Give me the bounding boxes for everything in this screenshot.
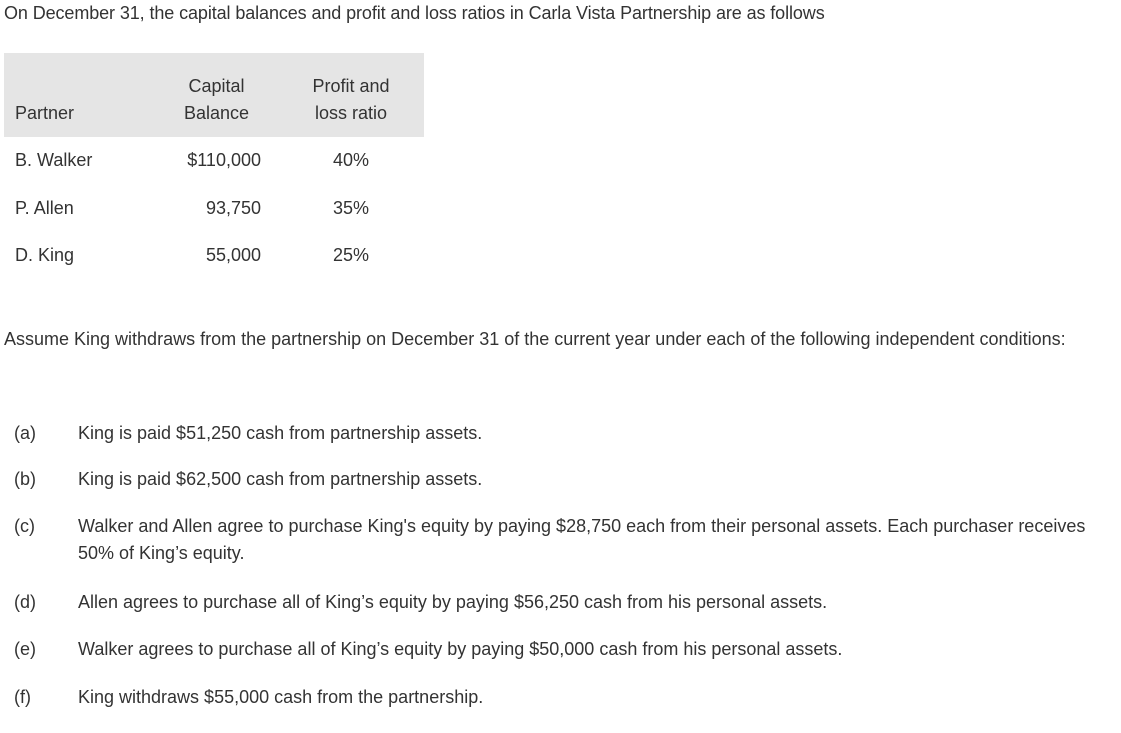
list-item [14,466,1114,493]
profit-loss-ratio: 25% [332,245,370,266]
condition-text: King is paid $62,500 cash from partnership assets. [78,469,483,489]
ratio-header-line1: Profit and [312,76,390,96]
condition-letter: (e) [14,639,36,659]
table-header-row [4,53,424,137]
condition-text: Walker and Allen agree to purchase King's equity by paying $28,750 each from their personal assets. Each purchaser receives 50% of King’s equity. [78,516,1086,563]
list-item [14,589,1114,616]
table-row [4,137,424,185]
partner-header-label: Partner [15,103,75,123]
list-item [14,636,1114,663]
condition-letter: (a) [14,423,36,443]
condition-text: King is paid $51,250 cash from partnership assets. [78,423,483,443]
partner-name: B. Walker [15,150,93,171]
partner-column-header [4,53,155,137]
condition-letter: (b) [14,469,36,489]
capital-header-line1: Capital [188,76,245,96]
list-item [14,684,1114,711]
ratio-column-header [278,53,424,137]
intro-text: On December 31, the capital balances and profit and loss ratios in Carla Vista Partnership are as follows [4,3,825,23]
condition-letter: (d) [14,592,36,612]
condition-text: Allen agrees to purchase all of King’s equity by paying $56,250 cash from his personal assets. [78,592,828,612]
condition-letter: (c) [14,516,35,536]
assumption-text: Assume King withdraws from the partnership on December 31 of the current year under each of the following independent conditions: [4,329,1066,349]
capital-balance: $110,000 [187,150,261,171]
conditions-list [14,420,1114,711]
condition-text: Walker agrees to purchase all of King’s equity by paying $50,000 cash from his personal assets. [78,639,843,659]
table-row [4,185,424,233]
capital-balances-table [4,53,424,280]
capital-header-line2: Balance [183,103,250,123]
condition-letter: (f) [14,687,31,707]
partner-name: D. King [15,245,75,266]
list-item [14,420,1114,447]
partner-name: P. Allen [15,197,74,218]
condition-text: King withdraws $55,000 cash from the partnership. [78,687,484,707]
profit-loss-ratio: 35% [332,197,370,218]
capital-balance: 55,000 [205,245,261,266]
table-row [4,232,424,280]
capital-balance: 93,750 [205,197,261,218]
capital-column-header [155,53,278,137]
profit-loss-ratio: 40% [332,150,370,171]
list-item [14,513,1114,567]
ratio-header-line2: loss ratio [314,103,388,123]
